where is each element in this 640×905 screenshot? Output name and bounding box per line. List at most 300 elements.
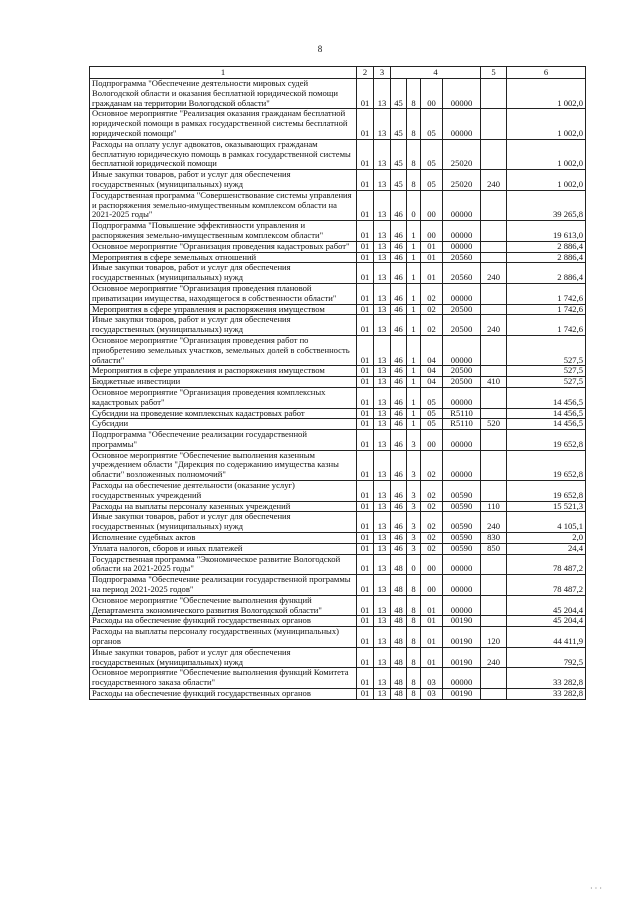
row-activity-code-cell: 02 <box>421 315 443 336</box>
row-subprogram-code-cell: 8 <box>407 616 421 627</box>
row-activity-code-cell: 05 <box>421 408 443 419</box>
row-program-code-cell: 46 <box>391 335 407 365</box>
row-amount-cell: 2 886,4 <box>507 252 586 263</box>
row-subprogram-code-cell: 0 <box>407 554 421 575</box>
row-direction-code-cell: 00000 <box>443 595 481 616</box>
row-direction-code-cell: 00590 <box>443 481 481 502</box>
row-activity-code-cell: 00 <box>421 554 443 575</box>
row-program-code-cell: 48 <box>391 595 407 616</box>
row-activity-code-cell: 00 <box>421 190 443 220</box>
row-section-cell: 01 <box>357 139 374 169</box>
row-direction-code-cell: 00190 <box>443 689 481 700</box>
row-expense-type-cell: 520 <box>481 419 507 430</box>
row-section-cell: 01 <box>357 283 374 304</box>
row-expense-type-cell: 240 <box>481 263 507 284</box>
row-section-cell: 01 <box>357 170 374 191</box>
page-corner-mark: · · · <box>590 884 602 893</box>
row-section-cell: 01 <box>357 252 374 263</box>
row-amount-cell: 527,5 <box>507 366 586 377</box>
row-name-cell: Подпрограмма "Обеспечение реализации государственной программы" <box>90 430 357 451</box>
row-amount-cell: 19 652,8 <box>507 450 586 480</box>
row-program-code-cell: 46 <box>391 315 407 336</box>
row-subprogram-code-cell: 1 <box>407 241 421 252</box>
row-expense-type-cell <box>481 79 507 109</box>
row-subsection-cell: 13 <box>374 283 391 304</box>
row-subprogram-code-cell: 3 <box>407 450 421 480</box>
row-program-code-cell: 46 <box>391 419 407 430</box>
row-name-cell: Расходы на выплаты персоналу государственных (муниципальных) органов <box>90 627 357 648</box>
row-activity-code-cell: 02 <box>421 501 443 512</box>
row-name-cell: Основное мероприятие "Организация проведения плановой приватизации имущества, находящегося в собственности области" <box>90 283 357 304</box>
row-section-cell: 01 <box>357 419 374 430</box>
row-expense-type-cell <box>481 408 507 419</box>
row-activity-code-cell: 01 <box>421 647 443 668</box>
row-program-code-cell: 46 <box>391 408 407 419</box>
row-name-cell: Мероприятия в сфере управления и распоряжения имуществом <box>90 304 357 315</box>
row-subprogram-code-cell: 3 <box>407 501 421 512</box>
row-direction-code-cell: 25020 <box>443 170 481 191</box>
row-activity-code-cell: 02 <box>421 283 443 304</box>
row-direction-code-cell: 00000 <box>443 190 481 220</box>
column-header-expense-type: 5 <box>481 67 507 79</box>
row-amount-cell: 24,4 <box>507 543 586 554</box>
row-expense-type-cell: 120 <box>481 627 507 648</box>
row-expense-type-cell <box>481 668 507 689</box>
row-direction-code-cell: 00000 <box>443 430 481 451</box>
row-section-cell: 01 <box>357 481 374 502</box>
table-row <box>90 304 586 315</box>
table-row <box>90 543 586 554</box>
row-name-cell: Иные закупки товаров, работ и услуг для обеспечения государственных (муниципальных) нужд <box>90 647 357 668</box>
row-name-cell: Расходы на обеспечение функций государственных органов <box>90 616 357 627</box>
table-row <box>90 430 586 451</box>
row-name-cell: Иные закупки товаров, работ и услуг для обеспечения государственных (муниципальных) нужд <box>90 512 357 533</box>
row-section-cell: 01 <box>357 595 374 616</box>
row-direction-code-cell: R5110 <box>443 408 481 419</box>
row-section-cell: 01 <box>357 366 374 377</box>
row-activity-code-cell: 05 <box>421 139 443 169</box>
row-program-code-cell: 46 <box>391 450 407 480</box>
row-program-code-cell: 46 <box>391 377 407 388</box>
row-name-cell: Основное мероприятие "Организация проведения комплексных кадастровых работ" <box>90 387 357 408</box>
row-direction-code-cell: 00000 <box>443 335 481 365</box>
row-expense-type-cell <box>481 575 507 596</box>
row-direction-code-cell: 20560 <box>443 252 481 263</box>
row-subprogram-code-cell: 8 <box>407 647 421 668</box>
row-activity-code-cell: 02 <box>421 533 443 544</box>
row-subsection-cell: 13 <box>374 554 391 575</box>
row-name-cell: Мероприятия в сфере земельных отношений <box>90 252 357 263</box>
row-section-cell: 01 <box>357 501 374 512</box>
table-row <box>90 554 586 575</box>
row-section-cell: 01 <box>357 543 374 554</box>
row-name-cell: Основное мероприятие "Организация проведения кадастровых работ" <box>90 241 357 252</box>
row-expense-type-cell <box>481 335 507 365</box>
table-row <box>90 575 586 596</box>
row-subsection-cell: 13 <box>374 170 391 191</box>
row-subprogram-code-cell: 8 <box>407 139 421 169</box>
row-name-cell: Мероприятия в сфере управления и распоряжения имуществом <box>90 366 357 377</box>
table-row <box>90 647 586 668</box>
row-amount-cell: 1 002,0 <box>507 170 586 191</box>
row-section-cell: 01 <box>357 554 374 575</box>
row-expense-type-cell <box>481 139 507 169</box>
row-amount-cell: 4 105,1 <box>507 512 586 533</box>
row-subsection-cell: 13 <box>374 616 391 627</box>
row-direction-code-cell: R5110 <box>443 419 481 430</box>
table-row <box>90 387 586 408</box>
table-row <box>90 263 586 284</box>
row-name-cell: Расходы на обеспечение деятельности (оказание услуг) государственных учреждений <box>90 481 357 502</box>
row-subsection-cell: 13 <box>374 419 391 430</box>
row-section-cell: 01 <box>357 512 374 533</box>
row-activity-code-cell: 05 <box>421 170 443 191</box>
row-direction-code-cell: 00000 <box>443 79 481 109</box>
row-section-cell: 01 <box>357 221 374 242</box>
row-amount-cell: 2,0 <box>507 533 586 544</box>
row-program-code-cell: 45 <box>391 139 407 169</box>
row-activity-code-cell: 02 <box>421 450 443 480</box>
row-name-cell: Основное мероприятие "Обеспечение выполнения казенным учреждением области "Дирекция по содержанию имущества казны области" возложенных полномочий" <box>90 450 357 480</box>
row-subsection-cell: 13 <box>374 221 391 242</box>
table-row <box>90 315 586 336</box>
row-program-code-cell: 46 <box>391 543 407 554</box>
row-name-cell: Бюджетные инвестиции <box>90 377 357 388</box>
row-subsection-cell: 13 <box>374 647 391 668</box>
row-section-cell: 01 <box>357 263 374 284</box>
row-subprogram-code-cell: 1 <box>407 377 421 388</box>
row-subprogram-code-cell: 3 <box>407 533 421 544</box>
row-name-cell: Основное мероприятие "Организация проведения работ по приобретению земельных участков, земельных долей в собственность области" <box>90 335 357 365</box>
table-row <box>90 79 586 109</box>
row-program-code-cell: 46 <box>391 481 407 502</box>
row-activity-code-cell: 01 <box>421 627 443 648</box>
row-amount-cell: 2 886,4 <box>507 241 586 252</box>
row-subsection-cell: 13 <box>374 109 391 139</box>
row-subprogram-code-cell: 1 <box>407 366 421 377</box>
row-section-cell: 01 <box>357 689 374 700</box>
row-direction-code-cell: 00590 <box>443 533 481 544</box>
row-expense-type-cell: 240 <box>481 170 507 191</box>
row-subprogram-code-cell: 1 <box>407 335 421 365</box>
row-activity-code-cell: 00 <box>421 575 443 596</box>
table-row <box>90 419 586 430</box>
row-expense-type-cell <box>481 450 507 480</box>
row-activity-code-cell: 03 <box>421 668 443 689</box>
row-amount-cell: 527,5 <box>507 377 586 388</box>
row-expense-type-cell <box>481 252 507 263</box>
row-expense-type-cell <box>481 481 507 502</box>
row-subprogram-code-cell: 1 <box>407 419 421 430</box>
row-section-cell: 01 <box>357 241 374 252</box>
row-expense-type-cell <box>481 430 507 451</box>
row-name-cell: Субсидии на проведение комплексных кадастровых работ <box>90 408 357 419</box>
row-subprogram-code-cell: 8 <box>407 170 421 191</box>
row-program-code-cell: 45 <box>391 170 407 191</box>
table-row <box>90 335 586 365</box>
row-subsection-cell: 13 <box>374 595 391 616</box>
row-direction-code-cell: 00000 <box>443 450 481 480</box>
row-activity-code-cell: 02 <box>421 481 443 502</box>
row-activity-code-cell: 02 <box>421 304 443 315</box>
row-subsection-cell: 13 <box>374 335 391 365</box>
column-header-amount: 6 <box>507 67 586 79</box>
row-section-cell: 01 <box>357 647 374 668</box>
row-program-code-cell: 46 <box>391 430 407 451</box>
row-direction-code-cell: 20500 <box>443 377 481 388</box>
row-subsection-cell: 13 <box>374 139 391 169</box>
row-subprogram-code-cell: 8 <box>407 689 421 700</box>
table-row <box>90 109 586 139</box>
table-row <box>90 616 586 627</box>
row-amount-cell: 1 742,6 <box>507 304 586 315</box>
row-direction-code-cell: 00590 <box>443 501 481 512</box>
row-amount-cell: 45 204,4 <box>507 595 586 616</box>
row-subsection-cell: 13 <box>374 450 391 480</box>
row-subsection-cell: 13 <box>374 668 391 689</box>
table-row <box>90 283 586 304</box>
row-amount-cell: 39 265,8 <box>507 190 586 220</box>
row-direction-code-cell: 00000 <box>443 575 481 596</box>
row-program-code-cell: 46 <box>391 241 407 252</box>
row-amount-cell: 792,5 <box>507 647 586 668</box>
row-activity-code-cell: 01 <box>421 595 443 616</box>
row-expense-type-cell: 240 <box>481 647 507 668</box>
row-program-code-cell: 48 <box>391 554 407 575</box>
row-expense-type-cell <box>481 689 507 700</box>
row-program-code-cell: 46 <box>391 387 407 408</box>
row-subsection-cell: 13 <box>374 263 391 284</box>
row-activity-code-cell: 04 <box>421 335 443 365</box>
row-amount-cell: 1 002,0 <box>507 109 586 139</box>
row-name-cell: Уплата налогов, сборов и иных платежей <box>90 543 357 554</box>
row-section-cell: 01 <box>357 575 374 596</box>
row-subprogram-code-cell: 3 <box>407 481 421 502</box>
row-expense-type-cell <box>481 554 507 575</box>
row-direction-code-cell: 00000 <box>443 387 481 408</box>
page-number: 8 <box>317 44 323 54</box>
row-subsection-cell: 13 <box>374 575 391 596</box>
row-expense-type-cell: 240 <box>481 512 507 533</box>
row-program-code-cell: 46 <box>391 512 407 533</box>
table-body <box>90 79 586 700</box>
row-activity-code-cell: 05 <box>421 109 443 139</box>
row-subsection-cell: 13 <box>374 79 391 109</box>
row-subprogram-code-cell: 8 <box>407 575 421 596</box>
table-row <box>90 252 586 263</box>
row-section-cell: 01 <box>357 387 374 408</box>
row-subsection-cell: 13 <box>374 627 391 648</box>
row-expense-type-cell <box>481 190 507 220</box>
row-activity-code-cell: 01 <box>421 616 443 627</box>
table-row <box>90 501 586 512</box>
table-row <box>90 533 586 544</box>
row-expense-type-cell <box>481 304 507 315</box>
row-subprogram-code-cell: 1 <box>407 315 421 336</box>
row-amount-cell: 78 487,2 <box>507 575 586 596</box>
row-name-cell: Государственная программа "Совершенствование системы управления и распоряжения земельно-имущественным комплексом области на 2021-2025 годы" <box>90 190 357 220</box>
row-subprogram-code-cell: 1 <box>407 221 421 242</box>
row-amount-cell: 527,5 <box>507 335 586 365</box>
row-name-cell: Государственная программа "Экономическое развитие Вологодской области на 2021-2025 годы" <box>90 554 357 575</box>
row-activity-code-cell: 00 <box>421 79 443 109</box>
row-subsection-cell: 13 <box>374 241 391 252</box>
row-activity-code-cell: 03 <box>421 689 443 700</box>
row-expense-type-cell: 830 <box>481 533 507 544</box>
row-amount-cell: 33 282,8 <box>507 668 586 689</box>
table-row <box>90 241 586 252</box>
row-section-cell: 01 <box>357 616 374 627</box>
row-direction-code-cell: 20500 <box>443 304 481 315</box>
row-subsection-cell: 13 <box>374 533 391 544</box>
row-name-cell: Расходы на оплату услуг адвокатов, оказывающих гражданам бесплатную юридическую помощь в рамках государственной системы бесплатной юридической помощи <box>90 139 357 169</box>
table-row <box>90 377 586 388</box>
row-expense-type-cell <box>481 241 507 252</box>
row-subsection-cell: 13 <box>374 512 391 533</box>
row-section-cell: 01 <box>357 627 374 648</box>
row-amount-cell: 19 613,0 <box>507 221 586 242</box>
row-program-code-cell: 46 <box>391 533 407 544</box>
table-header-row <box>90 67 586 79</box>
row-subsection-cell: 13 <box>374 481 391 502</box>
row-subprogram-code-cell: 3 <box>407 543 421 554</box>
row-subprogram-code-cell: 8 <box>407 79 421 109</box>
row-program-code-cell: 46 <box>391 501 407 512</box>
row-name-cell: Основное мероприятие "Реализация оказания гражданам бесплатной юридической помощи в рамках государственной системы бесплатной юридической помощи" <box>90 109 357 139</box>
row-name-cell: Субсидии <box>90 419 357 430</box>
row-expense-type-cell <box>481 595 507 616</box>
column-header-subsection: 3 <box>374 67 391 79</box>
row-activity-code-cell: 01 <box>421 263 443 284</box>
row-amount-cell: 78 487,2 <box>507 554 586 575</box>
row-amount-cell: 33 282,8 <box>507 689 586 700</box>
row-program-code-cell: 48 <box>391 575 407 596</box>
row-direction-code-cell: 00590 <box>443 543 481 554</box>
row-program-code-cell: 46 <box>391 190 407 220</box>
row-subprogram-code-cell: 1 <box>407 387 421 408</box>
row-subsection-cell: 13 <box>374 304 391 315</box>
row-expense-type-cell: 110 <box>481 501 507 512</box>
table-row <box>90 481 586 502</box>
row-direction-code-cell: 00000 <box>443 241 481 252</box>
row-subprogram-code-cell: 1 <box>407 263 421 284</box>
row-amount-cell: 1 002,0 <box>507 79 586 109</box>
row-name-cell: Расходы на выплаты персоналу казенных учреждений <box>90 501 357 512</box>
row-name-cell: Иные закупки товаров, работ и услуг для обеспечения государственных (муниципальных) нужд <box>90 170 357 191</box>
row-subprogram-code-cell: 1 <box>407 252 421 263</box>
row-section-cell: 01 <box>357 377 374 388</box>
row-direction-code-cell: 00000 <box>443 668 481 689</box>
row-expense-type-cell <box>481 366 507 377</box>
row-expense-type-cell <box>481 283 507 304</box>
table-row <box>90 512 586 533</box>
row-subsection-cell: 13 <box>374 377 391 388</box>
table-row <box>90 595 586 616</box>
row-amount-cell: 14 456,5 <box>507 408 586 419</box>
row-direction-code-cell: 20560 <box>443 263 481 284</box>
row-activity-code-cell: 01 <box>421 241 443 252</box>
row-direction-code-cell: 00000 <box>443 221 481 242</box>
row-program-code-cell: 46 <box>391 221 407 242</box>
row-subprogram-code-cell: 8 <box>407 595 421 616</box>
table-row <box>90 139 586 169</box>
row-program-code-cell: 46 <box>391 304 407 315</box>
table-row <box>90 627 586 648</box>
row-section-cell: 01 <box>357 315 374 336</box>
row-program-code-cell: 45 <box>391 79 407 109</box>
row-section-cell: 01 <box>357 335 374 365</box>
row-direction-code-cell: 00000 <box>443 283 481 304</box>
row-section-cell: 01 <box>357 668 374 689</box>
row-program-code-cell: 46 <box>391 252 407 263</box>
row-expense-type-cell <box>481 109 507 139</box>
row-amount-cell: 1 742,6 <box>507 315 586 336</box>
row-amount-cell: 19 652,8 <box>507 481 586 502</box>
column-header-name: 1 <box>90 67 357 79</box>
row-direction-code-cell: 25020 <box>443 139 481 169</box>
row-amount-cell: 14 456,5 <box>507 387 586 408</box>
row-amount-cell: 15 521,3 <box>507 501 586 512</box>
row-activity-code-cell: 02 <box>421 543 443 554</box>
column-header-target-article: 4 <box>391 67 481 79</box>
row-subsection-cell: 13 <box>374 543 391 554</box>
row-subprogram-code-cell: 1 <box>407 283 421 304</box>
row-program-code-cell: 48 <box>391 689 407 700</box>
row-direction-code-cell: 00190 <box>443 616 481 627</box>
row-subsection-cell: 13 <box>374 501 391 512</box>
row-section-cell: 01 <box>357 109 374 139</box>
row-direction-code-cell: 20500 <box>443 366 481 377</box>
row-amount-cell: 45 204,4 <box>507 616 586 627</box>
row-amount-cell: 44 411,9 <box>507 627 586 648</box>
row-direction-code-cell: 00190 <box>443 627 481 648</box>
row-activity-code-cell: 05 <box>421 419 443 430</box>
table-row <box>90 689 586 700</box>
row-name-cell: Иные закупки товаров, работ и услуг для обеспечения государственных (муниципальных) нужд <box>90 315 357 336</box>
row-direction-code-cell: 00190 <box>443 647 481 668</box>
row-subprogram-code-cell: 8 <box>407 109 421 139</box>
row-subprogram-code-cell: 0 <box>407 190 421 220</box>
row-subsection-cell: 13 <box>374 689 391 700</box>
row-section-cell: 01 <box>357 79 374 109</box>
row-program-code-cell: 46 <box>391 283 407 304</box>
row-activity-code-cell: 04 <box>421 366 443 377</box>
row-activity-code-cell: 05 <box>421 387 443 408</box>
row-subsection-cell: 13 <box>374 408 391 419</box>
row-subsection-cell: 13 <box>374 430 391 451</box>
row-expense-type-cell <box>481 221 507 242</box>
table-row <box>90 190 586 220</box>
row-direction-code-cell: 00000 <box>443 109 481 139</box>
row-program-code-cell: 46 <box>391 263 407 284</box>
table-row <box>90 668 586 689</box>
row-expense-type-cell: 850 <box>481 543 507 554</box>
row-expense-type-cell <box>481 387 507 408</box>
row-subsection-cell: 13 <box>374 366 391 377</box>
table-row <box>90 408 586 419</box>
row-section-cell: 01 <box>357 533 374 544</box>
table-row <box>90 366 586 377</box>
row-amount-cell: 2 886,4 <box>507 263 586 284</box>
row-section-cell: 01 <box>357 304 374 315</box>
row-amount-cell: 14 456,5 <box>507 419 586 430</box>
row-expense-type-cell: 240 <box>481 315 507 336</box>
row-direction-code-cell: 20500 <box>443 315 481 336</box>
row-subsection-cell: 13 <box>374 387 391 408</box>
row-subprogram-code-cell: 3 <box>407 512 421 533</box>
row-activity-code-cell: 02 <box>421 512 443 533</box>
row-section-cell: 01 <box>357 190 374 220</box>
